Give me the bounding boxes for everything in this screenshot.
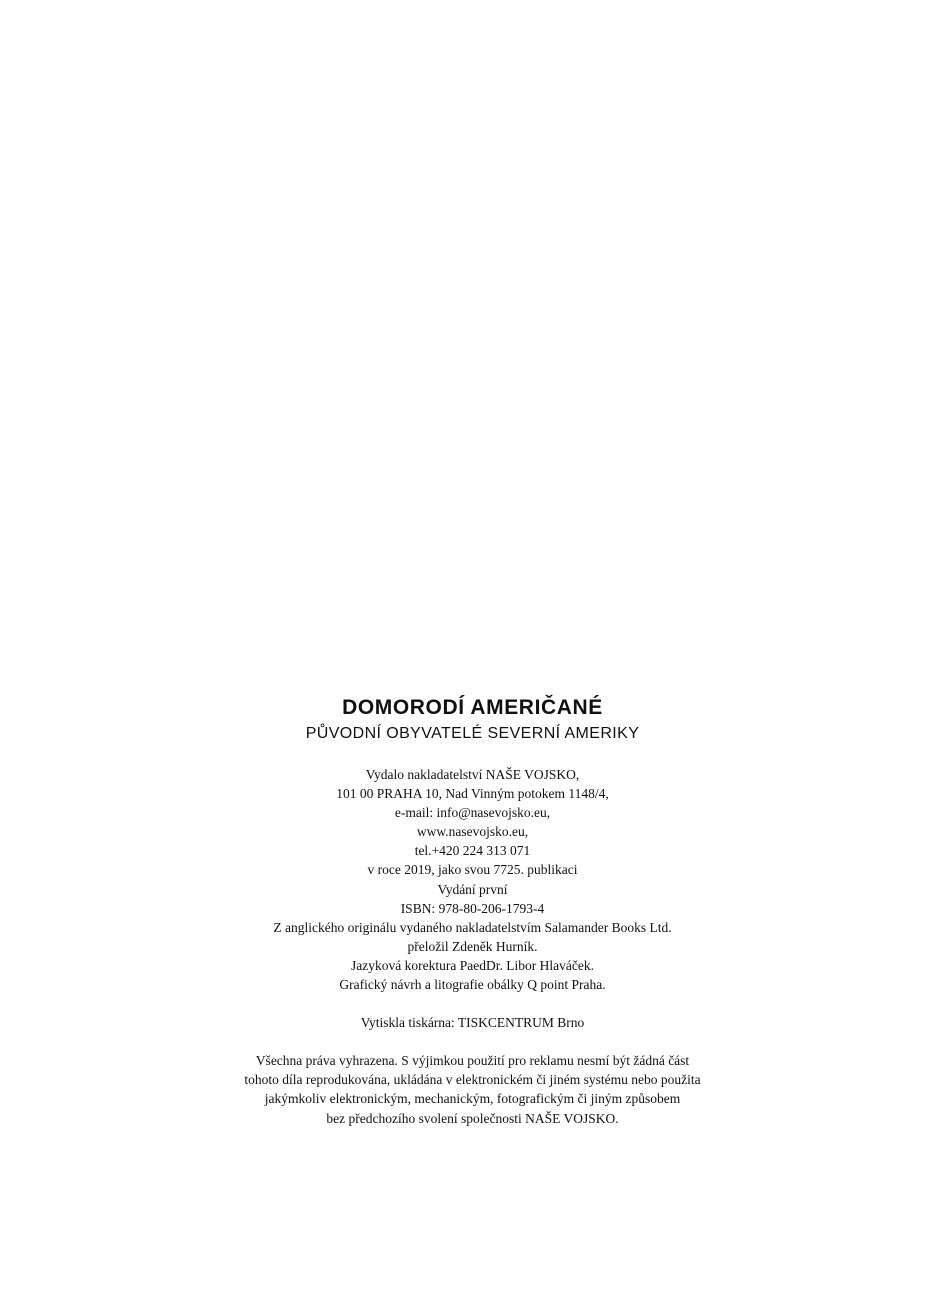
printer-line: Vytiskla tiskárna: TISKCENTRUM Brno [360,1015,585,1031]
original-source-line: Z anglického originálu vydaného nakladatelstvím Salamander Books Ltd. [273,919,672,935]
book-title: DOMORODÍ AMERIČANÉ [342,696,603,719]
rights-notice [0,1051,945,1127]
publisher-line: Vydalo nakladatelství NAŠE VOJSKO, [365,767,580,782]
cover-design-line: Grafický návrh a litografie obálky Q point Praha. [339,977,606,993]
proofreading-line: Jazyková korektura PaedDr. Libor Hlaváček. [351,957,594,973]
publisher-details [0,765,945,1032]
rights-line: tohoto díla reprodukována, ukládána v elektronickém či jiném systému nebo použita [244,1072,701,1088]
translator-line: přeložil Zdeněk Hurník. [407,938,538,954]
email-line: e-mail: info@nasevojsko.eu, [394,805,551,821]
book-subtitle: PŮVODNÍ OBYVATELÉ SEVERNÍ AMERIKY [305,725,640,742]
website-line: www.nasevojsko.eu, [416,824,529,840]
edition-line: Vydání první [437,881,508,897]
rights-line: Všechna práva vyhrazena. S výjimkou použití pro reklamu nesmí být žádná část [255,1053,690,1069]
spacer [0,994,945,1013]
publication-year-line: v roce 2019, jako svou 7725. publikaci [367,862,578,878]
isbn-line: ISBN: 978-80-206-1793-4 [400,900,545,916]
rights-line: bez předchozího svolení společnosti NAŠE VOJSKO. [326,1110,619,1126]
phone-line: tel.+420 224 313 071 [414,843,531,859]
address-line: 101 00 PRAHA 10, Nad Vinným potokem 1148/4, [336,786,609,802]
rights-line: jakýmkoliv elektronickým, mechanickým, fotografickým či jiným způsobem [264,1091,681,1107]
imprint-block [0,694,945,1128]
